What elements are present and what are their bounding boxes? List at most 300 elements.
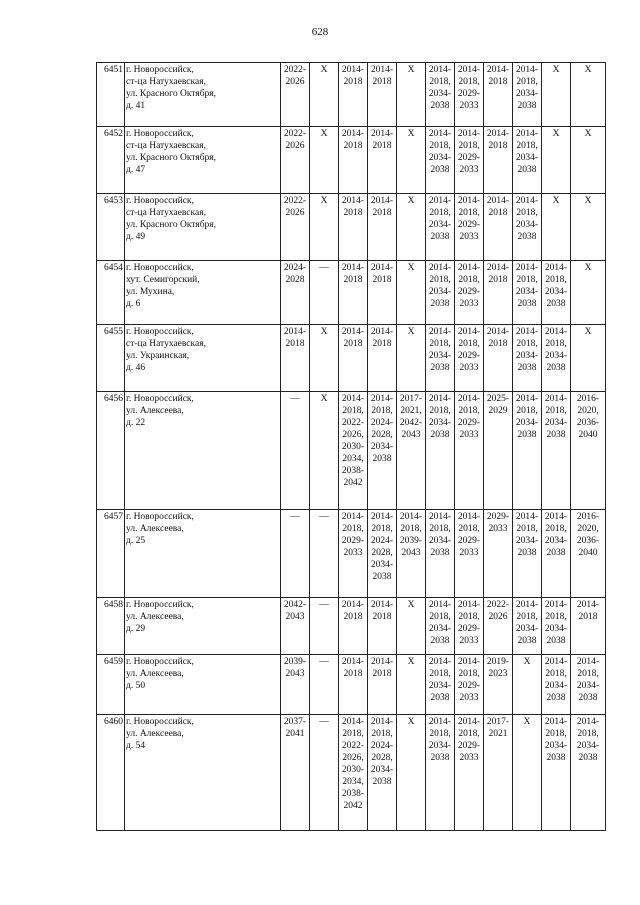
address-line: ул. Алексеева, <box>126 406 184 416</box>
table-row <box>97 261 606 325</box>
period-line: 2029- <box>457 418 481 428</box>
period-line: 2018 <box>372 275 392 285</box>
period-cell <box>310 261 339 325</box>
table-row <box>97 63 606 127</box>
period-cell <box>455 194 484 261</box>
period-line: 2018, <box>342 406 364 416</box>
period-line: 2014- <box>370 65 394 75</box>
period-line: 2014- <box>341 717 365 727</box>
period-line: 2033 <box>459 693 479 703</box>
period-cell <box>484 127 513 194</box>
period-line: 2038- <box>341 466 365 476</box>
period-line: 2018 <box>372 208 392 218</box>
period-line: — <box>290 512 300 522</box>
period-line: 2018, <box>342 524 364 534</box>
period-line: 2033 <box>459 101 479 111</box>
address-line: д. 49 <box>126 232 146 242</box>
period-cell <box>571 510 606 598</box>
period-line: 2034- <box>576 681 600 691</box>
period-cell <box>281 194 310 261</box>
row-number: 6458 <box>97 598 125 655</box>
page-number: 628 <box>311 26 329 38</box>
period-line: 2034- <box>428 536 452 546</box>
address-line: г. Новороссийск, <box>126 512 194 522</box>
period-line: 2018 <box>343 141 363 151</box>
period-line: 2038 <box>546 548 566 558</box>
period-cell <box>281 715 310 831</box>
period-line: 2018 <box>488 77 508 87</box>
period-line: 2018, <box>371 729 393 739</box>
period-line: 2014- <box>457 196 481 206</box>
period-line: 2014- <box>576 717 600 727</box>
period-line: 2034- <box>428 351 452 361</box>
period-line: — <box>319 512 329 522</box>
period-line: 2034- <box>515 418 539 428</box>
period-line: 2018, <box>458 208 480 218</box>
period-cell <box>542 127 571 194</box>
address-cell <box>125 655 281 715</box>
period-cell <box>281 510 310 598</box>
period-line: 2014- <box>341 600 365 610</box>
period-line: 2018, <box>458 524 480 534</box>
period-line: 2038 <box>372 454 392 464</box>
row-number: 6459 <box>97 655 125 715</box>
period-line: 2038 <box>430 101 450 111</box>
period-line: 2034- <box>428 624 452 634</box>
period-cell <box>426 127 455 194</box>
period-line: 2034- <box>370 765 394 775</box>
period-line: 2014- <box>428 394 452 404</box>
period-line: 2014- <box>428 717 452 727</box>
period-line: 2033 <box>459 430 479 440</box>
period-cell <box>542 655 571 715</box>
table-row <box>97 392 606 510</box>
period-cell <box>484 715 513 831</box>
period-cell <box>513 392 542 510</box>
period-cell <box>513 510 542 598</box>
period-line: 2014- <box>428 65 452 75</box>
period-line: 2038 <box>430 753 450 763</box>
period-cell <box>542 63 571 127</box>
period-cell <box>339 325 368 392</box>
period-line: 2014- <box>457 717 481 727</box>
period-line: 2034- <box>544 741 568 751</box>
address-cell <box>125 194 281 261</box>
period-line: X <box>584 65 592 75</box>
period-line: — <box>319 657 329 667</box>
period-cell <box>571 598 606 655</box>
period-line: 2014- <box>370 394 394 404</box>
period-line: 2029- <box>486 512 510 522</box>
period-line: 2016- <box>576 512 600 522</box>
period-line: 2034- <box>515 536 539 546</box>
period-line: 2039- <box>283 657 307 667</box>
address-cell <box>125 63 281 127</box>
period-cell <box>310 715 339 831</box>
period-line: 2024- <box>370 741 394 751</box>
period-line: 2038 <box>430 232 450 242</box>
period-line: X <box>407 65 415 75</box>
period-line: 2042 <box>343 478 363 488</box>
address-line: ул. Красного Октября, <box>126 220 217 230</box>
period-line: 2014- <box>457 327 481 337</box>
address-line: д. 25 <box>126 536 146 546</box>
period-cell <box>571 194 606 261</box>
period-cell <box>513 194 542 261</box>
period-line: 2026, <box>342 753 364 763</box>
address-line: г. Новороссийск, <box>126 657 194 667</box>
period-line: 2014- <box>341 196 365 206</box>
period-cell <box>397 598 426 655</box>
period-line: 2038 <box>517 232 537 242</box>
period-line: 2018 <box>372 77 392 87</box>
row-number: 6455 <box>97 325 125 392</box>
period-cell <box>571 392 606 510</box>
address-line: д. 29 <box>126 624 146 634</box>
address-line: г. Новороссийск, <box>126 717 194 727</box>
period-line: 2018 <box>343 669 363 679</box>
period-line: 2018, <box>545 406 567 416</box>
period-line: 2018 <box>285 339 305 349</box>
period-line: 2018, <box>458 612 480 622</box>
period-line: 2014- <box>486 129 510 139</box>
period-cell <box>397 655 426 715</box>
period-line: 2014- <box>515 327 539 337</box>
period-line: 2034- <box>544 418 568 428</box>
period-line: 2021, <box>400 406 422 416</box>
period-line: 2041 <box>285 729 305 739</box>
period-line: 2014- <box>486 65 510 75</box>
period-line: 2026, <box>342 430 364 440</box>
period-line: 2018, <box>516 208 538 218</box>
period-line: 2038 <box>546 636 566 646</box>
period-cell <box>426 261 455 325</box>
period-cell <box>455 392 484 510</box>
period-line: 2033 <box>459 363 479 373</box>
period-line: 2034- <box>544 624 568 634</box>
period-cell <box>571 325 606 392</box>
period-line: 2018, <box>458 275 480 285</box>
period-cell <box>339 392 368 510</box>
period-line: X <box>584 263 592 273</box>
period-line: 2014- <box>428 600 452 610</box>
period-line: 2040 <box>578 430 598 440</box>
period-line: 2018 <box>372 339 392 349</box>
period-line: 2018, <box>516 612 538 622</box>
period-line: 2014- <box>457 657 481 667</box>
row-number: 6453 <box>97 194 125 261</box>
period-cell <box>455 510 484 598</box>
period-line: 2014- <box>544 263 568 273</box>
period-line: 2022- <box>283 129 307 139</box>
address-line: ул. Красного Октября, <box>126 89 217 99</box>
period-line: 2028, <box>371 753 393 763</box>
period-cell <box>571 715 606 831</box>
period-line: 2024- <box>283 263 307 273</box>
period-line: 2018, <box>429 275 451 285</box>
address-line: д. 22 <box>126 418 146 428</box>
period-cell <box>397 63 426 127</box>
period-line: 2014- <box>544 394 568 404</box>
period-cell <box>513 655 542 715</box>
period-cell <box>484 261 513 325</box>
period-line: 2029- <box>457 536 481 546</box>
period-line: 2042- <box>283 600 307 610</box>
period-cell <box>484 655 513 715</box>
period-line: X <box>523 717 531 727</box>
period-line: 2034- <box>370 560 394 570</box>
period-cell <box>455 325 484 392</box>
period-line: 2014- <box>370 327 394 337</box>
period-cell <box>368 392 397 510</box>
period-line: 2034- <box>515 624 539 634</box>
period-cell <box>368 715 397 831</box>
period-line: 2014- <box>457 394 481 404</box>
period-cell <box>281 325 310 392</box>
address-cell <box>125 127 281 194</box>
period-cell <box>339 127 368 194</box>
period-line: 2023 <box>488 669 508 679</box>
period-cell <box>455 127 484 194</box>
period-line: 2014- <box>515 600 539 610</box>
period-cell <box>310 392 339 510</box>
address-cell <box>125 510 281 598</box>
period-line: 2043 <box>401 430 421 440</box>
period-line: 2033 <box>459 636 479 646</box>
period-line: 2038 <box>578 753 598 763</box>
period-line: 2029- <box>457 220 481 230</box>
period-line: 2034, <box>342 777 364 787</box>
period-cell <box>513 325 542 392</box>
period-line: 2014- <box>515 263 539 273</box>
period-cell <box>281 392 310 510</box>
period-line: 2028, <box>371 430 393 440</box>
period-line: 2014- <box>428 129 452 139</box>
address-cell <box>125 715 281 831</box>
period-line: X <box>552 196 560 206</box>
period-line: 2014- <box>428 512 452 522</box>
period-line: 2036- <box>576 536 600 546</box>
period-line: 2018 <box>343 77 363 87</box>
address-line: ул. Алексеева, <box>126 612 184 622</box>
period-line: 2024- <box>370 418 394 428</box>
period-cell <box>426 325 455 392</box>
address-line: д. 50 <box>126 681 146 691</box>
period-cell <box>455 715 484 831</box>
period-line: 2018, <box>545 669 567 679</box>
period-line: 2018 <box>372 612 392 622</box>
period-line: 2014- <box>457 65 481 75</box>
period-line: X <box>407 600 415 610</box>
period-line: 2018, <box>516 339 538 349</box>
period-line: 2038 <box>430 299 450 309</box>
period-cell <box>513 261 542 325</box>
period-line: 2014- <box>576 600 600 610</box>
address-line: г. Новороссийск, <box>126 394 194 404</box>
period-cell <box>397 127 426 194</box>
period-cell <box>281 63 310 127</box>
period-line: 2020, <box>577 406 599 416</box>
address-cell <box>125 392 281 510</box>
period-line: 2022- <box>341 741 365 751</box>
period-line: 2014- <box>370 600 394 610</box>
period-line: 2014- <box>515 196 539 206</box>
period-cell <box>542 598 571 655</box>
period-cell <box>368 655 397 715</box>
period-line: 2018 <box>372 141 392 151</box>
table-row <box>97 715 606 831</box>
period-line: 2029- <box>341 536 365 546</box>
period-line: 2038 <box>517 299 537 309</box>
period-cell <box>484 392 513 510</box>
period-cell <box>397 325 426 392</box>
address-line: ст-ца Натухаевская, <box>126 208 206 218</box>
period-line: 2014- <box>341 394 365 404</box>
period-line: 2034- <box>428 89 452 99</box>
period-line: 2036- <box>576 418 600 428</box>
period-line: 2034- <box>428 287 452 297</box>
period-line: 2014- <box>370 512 394 522</box>
address-line: г. Новороссийск, <box>126 327 194 337</box>
period-cell <box>339 510 368 598</box>
period-line: X <box>320 65 328 75</box>
period-line: 2017- <box>399 394 423 404</box>
period-line: 2038 <box>517 430 537 440</box>
period-line: 2014- <box>370 129 394 139</box>
period-line: 2038 <box>430 693 450 703</box>
period-line: 2014- <box>544 600 568 610</box>
period-line: 2034- <box>515 220 539 230</box>
period-line: — <box>319 600 329 610</box>
period-line: X <box>407 196 415 206</box>
period-line: 2034- <box>428 741 452 751</box>
period-line: 2038- <box>341 789 365 799</box>
period-cell <box>368 510 397 598</box>
period-line: X <box>407 263 415 273</box>
period-line: 2018 <box>343 275 363 285</box>
period-line: 2014- <box>457 129 481 139</box>
period-cell <box>542 194 571 261</box>
period-line: 2018, <box>429 669 451 679</box>
period-line: 2028 <box>285 275 305 285</box>
period-line: 2018, <box>545 524 567 534</box>
period-line: 2018, <box>458 77 480 87</box>
period-cell <box>542 392 571 510</box>
period-line: 2014- <box>370 263 394 273</box>
address-line: ст-ца Натухаевская, <box>126 141 206 151</box>
period-line: X <box>584 327 592 337</box>
period-line: 2034- <box>428 681 452 691</box>
address-line: г. Новороссийск, <box>126 600 194 610</box>
table-row <box>97 325 606 392</box>
period-line: X <box>320 327 328 337</box>
period-line: 2034- <box>576 741 600 751</box>
period-line: 2038 <box>578 693 598 703</box>
period-line: 2014- <box>341 512 365 522</box>
period-line: 2014- <box>428 657 452 667</box>
period-line: X <box>584 196 592 206</box>
period-line: 2038 <box>430 165 450 175</box>
period-line: 2014- <box>486 327 510 337</box>
period-line: 2038 <box>430 363 450 373</box>
period-line: X <box>320 196 328 206</box>
period-cell <box>484 325 513 392</box>
period-cell <box>426 715 455 831</box>
period-line: 2018, <box>429 612 451 622</box>
period-cell <box>426 392 455 510</box>
period-line: 2018, <box>429 524 451 534</box>
period-line: 2040 <box>578 548 598 558</box>
period-line: 2014- <box>515 512 539 522</box>
period-line: 2026 <box>488 612 508 622</box>
period-line: 2018, <box>458 669 480 679</box>
table-row <box>97 194 606 261</box>
period-line: 2018 <box>343 339 363 349</box>
period-line: 2021 <box>488 729 508 739</box>
address-cell <box>125 598 281 655</box>
period-line: 2014- <box>428 196 452 206</box>
period-line: 2014- <box>544 512 568 522</box>
period-cell <box>397 392 426 510</box>
period-cell <box>310 63 339 127</box>
period-line: 2039- <box>399 536 423 546</box>
period-line: 2014- <box>515 394 539 404</box>
period-cell <box>426 598 455 655</box>
period-line: 2026 <box>285 208 305 218</box>
period-cell <box>426 63 455 127</box>
period-line: 2014- <box>544 657 568 667</box>
period-line: 2034, <box>342 454 364 464</box>
period-line: 2025- <box>486 394 510 404</box>
period-line: 2018, <box>342 729 364 739</box>
period-line: 2038 <box>430 430 450 440</box>
period-line: 2030- <box>341 765 365 775</box>
period-line: 2018, <box>577 669 599 679</box>
period-line: 2038 <box>430 548 450 558</box>
period-line: 2022- <box>283 65 307 75</box>
period-cell <box>368 194 397 261</box>
period-cell <box>426 194 455 261</box>
period-line: 2033 <box>343 548 363 558</box>
period-line: 2034- <box>428 220 452 230</box>
period-cell <box>397 510 426 598</box>
period-line: 2030- <box>341 442 365 452</box>
period-line: X <box>584 129 592 139</box>
period-cell <box>455 598 484 655</box>
period-line: 2033 <box>459 753 479 763</box>
address-line: г. Новороссийск, <box>126 263 194 273</box>
row-number: 6451 <box>97 63 125 127</box>
period-line: 2014- <box>341 129 365 139</box>
period-line: 2018, <box>429 77 451 87</box>
period-line: 2038 <box>517 165 537 175</box>
table-row <box>97 655 606 715</box>
period-line: 2018, <box>429 208 451 218</box>
period-cell <box>310 598 339 655</box>
table-row <box>97 598 606 655</box>
period-cell <box>310 127 339 194</box>
table-row <box>97 127 606 194</box>
period-line: 2034- <box>544 681 568 691</box>
period-cell <box>513 598 542 655</box>
period-line: 2014- <box>457 600 481 610</box>
period-line: 2014- <box>486 196 510 206</box>
address-line: ул. Мухина, <box>126 287 175 297</box>
period-line: X <box>320 394 328 404</box>
period-line: 2014- <box>370 717 394 727</box>
period-cell <box>455 655 484 715</box>
period-line: 2038 <box>517 363 537 373</box>
